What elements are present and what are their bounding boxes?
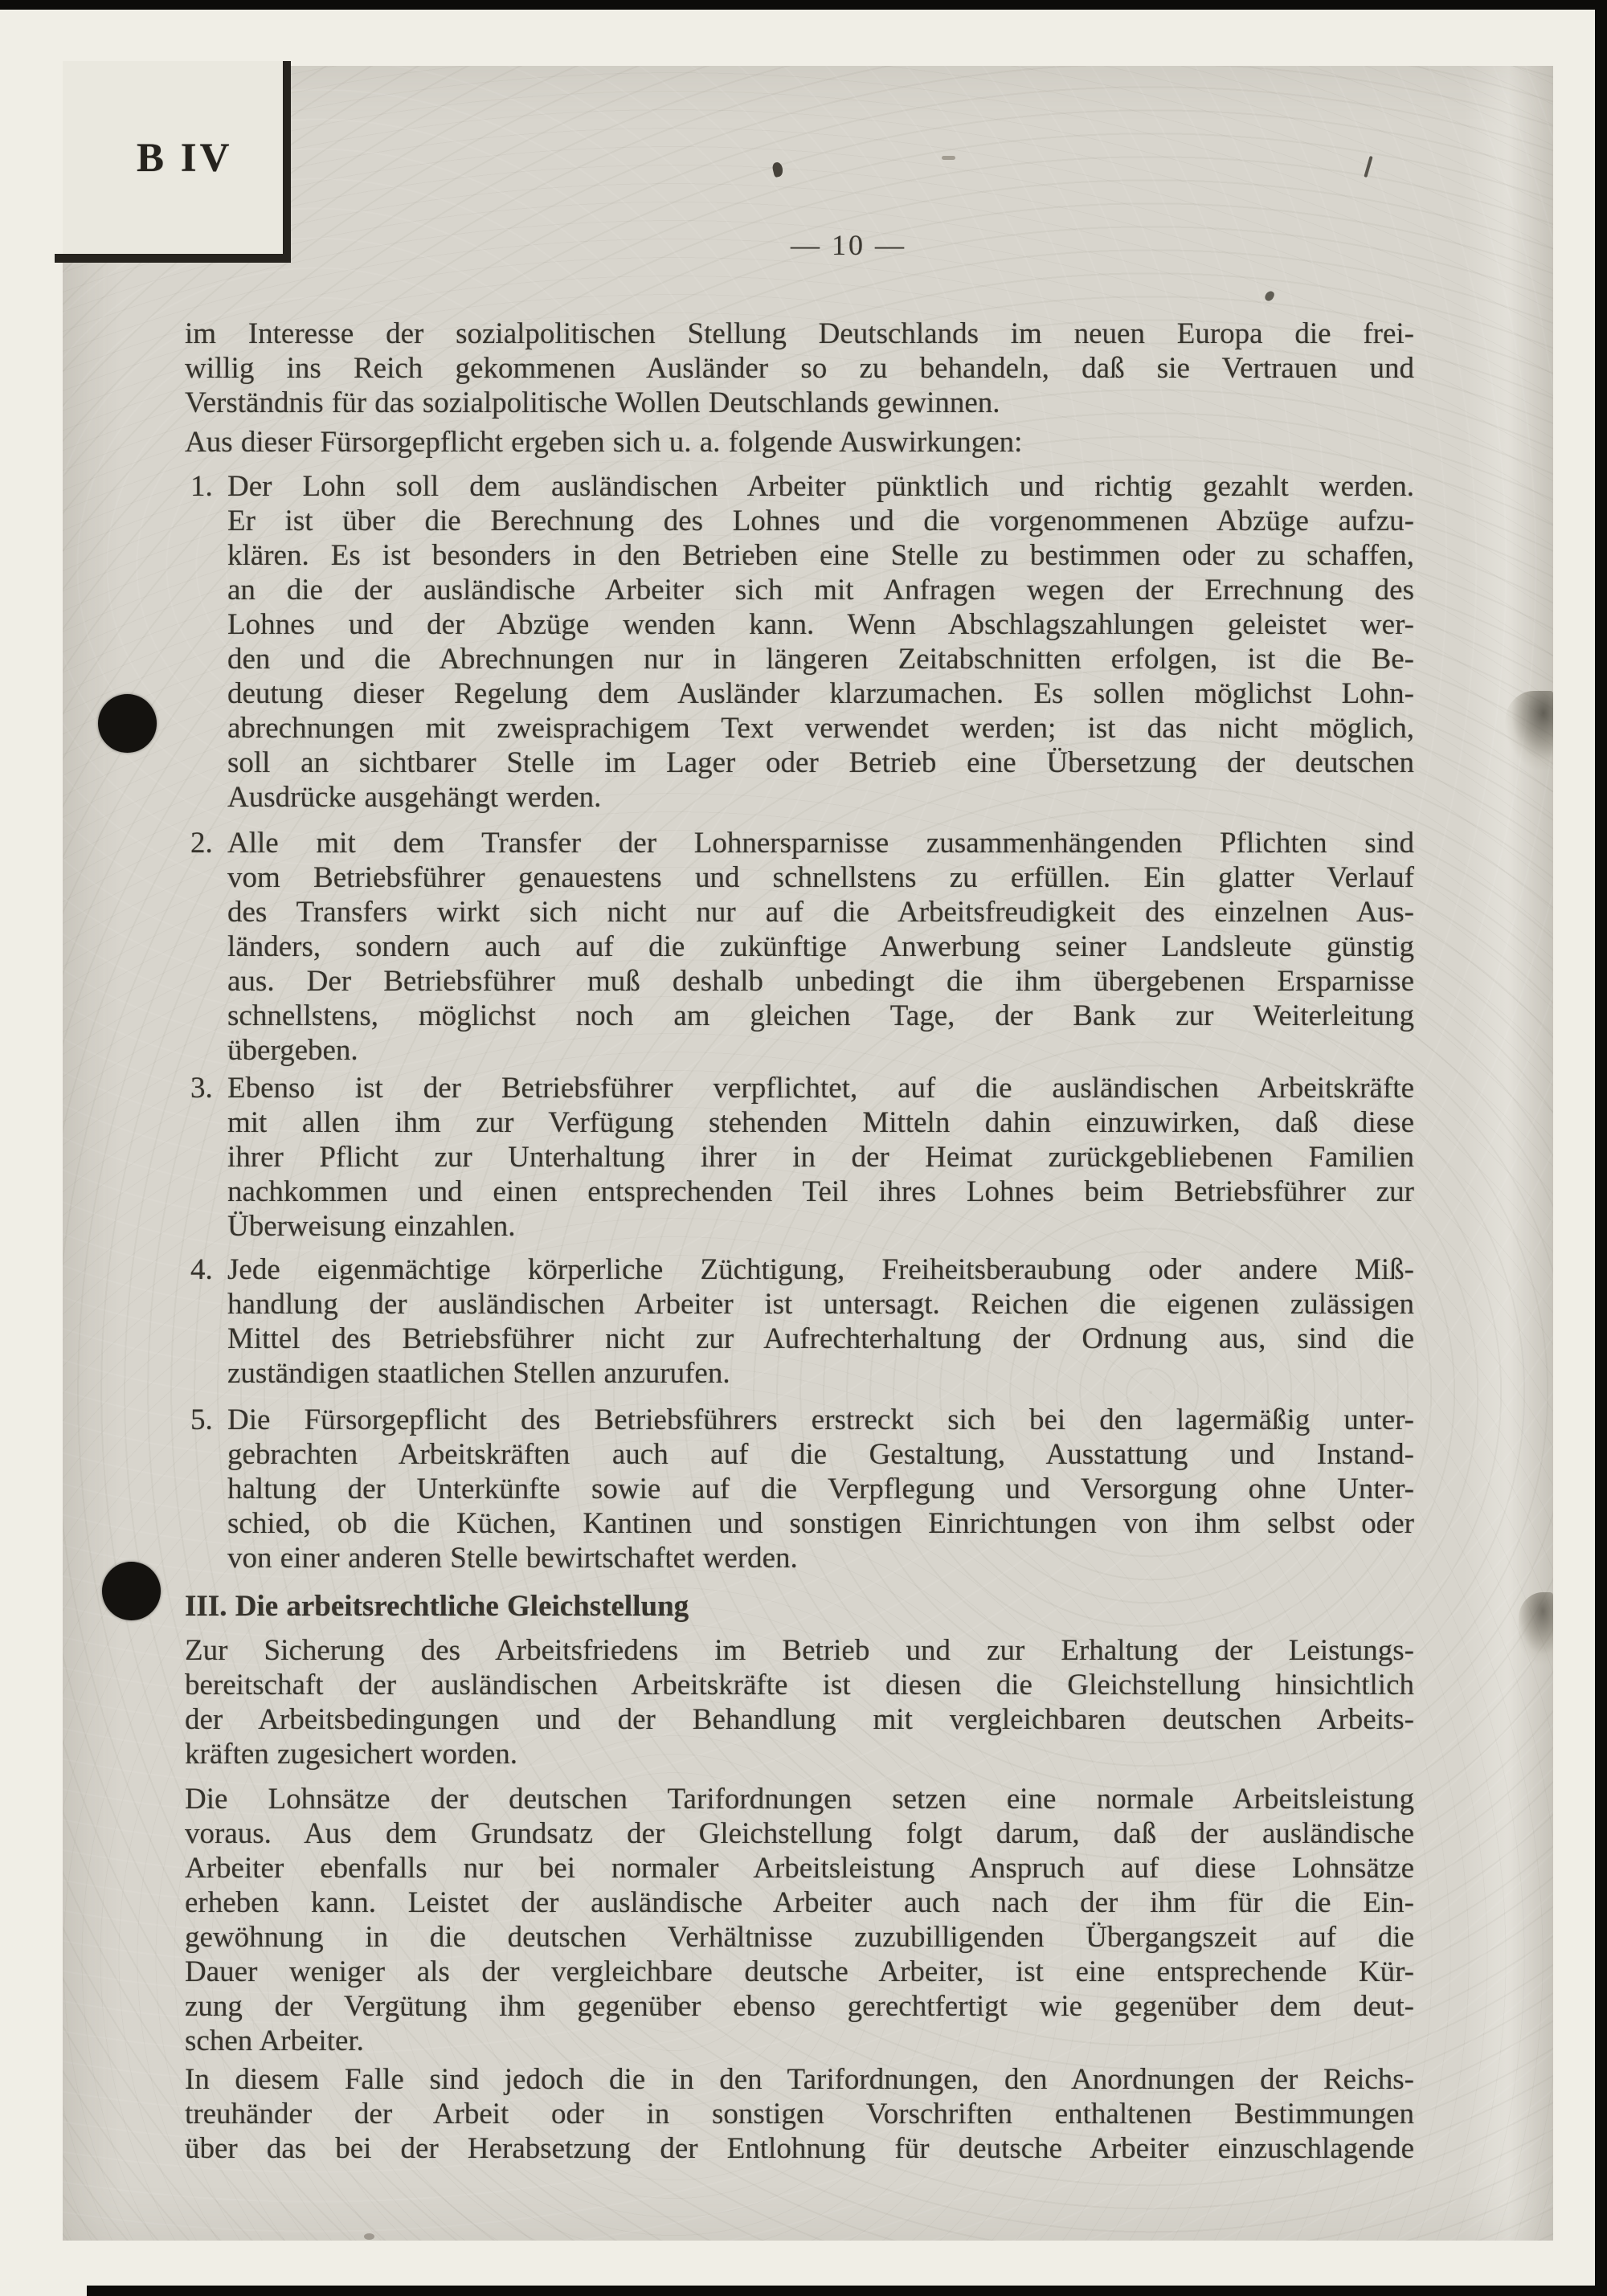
ink-speck	[942, 156, 955, 160]
text-line: Alle mit dem Transfer der Lohnersparnisse zusammenhängenden Pflichten sind	[227, 827, 1414, 860]
text-line: soll an sichtbarer Stelle im Lager oder Betrieb eine Übersetzung der deutschen	[227, 746, 1414, 779]
text-line: abrechnungen mit zweisprachigem Text verwendet werden; ist das nicht möglich,	[227, 712, 1414, 745]
text-line: zung der Vergütung ihm gegenüber ebenso gerechtfertigt wie gegenüber dem deut-	[185, 1990, 1414, 2023]
text-line: voraus. Aus dem Grundsatz der Gleichstellung folgt darum, daß der ausländische	[185, 1817, 1414, 1850]
text-line: im Interesse der sozialpolitischen Stellung Deutschlands im neuen Europa die frei-	[185, 317, 1414, 350]
list-item-number: 3.	[190, 1072, 213, 1105]
text-line: Zur Sicherung des Arbeitsfriedens im Betrieb und zur Erhaltung der Leistungs-	[185, 1634, 1414, 1667]
classification-box-border-bottom	[55, 254, 291, 263]
text-line: Überweisung einzahlen.	[227, 1210, 516, 1243]
text-line: gebrachten Arbeitskräften auch auf die Gestaltung, Ausstattung und Instand-	[227, 1438, 1414, 1471]
ink-speck	[1264, 289, 1276, 302]
ink-speck	[771, 161, 784, 178]
text-line: kräften zugesichert worden.	[185, 1738, 517, 1771]
text-line: erheben kann. Leistet der ausländische Arbeiter auch nach der ihm für die Ein-	[185, 1886, 1414, 1919]
classification-box-border-right	[283, 61, 291, 262]
section-heading: III. Die arbeitsrechtliche Gleichstellung	[185, 1590, 689, 1623]
text-line: Er ist über die Berechnung des Lohnes und die vorgenommenen Abzüge aufzu-	[227, 505, 1414, 537]
text-line: Jede eigenmächtige körperliche Züchtigung, Freiheitsberaubung oder andere Miß-	[227, 1253, 1414, 1286]
text-line: über das bei der Herabsetzung der Entlohnung für deutsche Arbeiter einzuschlagende	[185, 2132, 1414, 2165]
text-line: Die Lohnsätze der deutschen Tarifordnungen setzen eine normale Arbeitsleistung	[185, 1783, 1414, 1816]
text-line: Der Lohn soll dem ausländischen Arbeiter pünktlich und richtig gezahlt werden.	[227, 470, 1414, 503]
list-item-number: 2.	[190, 827, 213, 860]
text-line: schied, ob die Küchen, Kantinen und sonstigen Einrichtungen von ihm selbst oder	[227, 1507, 1414, 1540]
text-line: schen Arbeiter.	[185, 2024, 364, 2057]
text-line: von einer anderen Stelle bewirtschaftet werden.	[227, 1542, 798, 1575]
punch-hole-top	[98, 694, 157, 753]
text-line: deutung dieser Regelung dem Ausländer klarzumachen. Es sollen möglichst Lohn-	[227, 677, 1414, 710]
list-item	[185, 469, 1414, 815]
text-line: Lohnes und der Abzüge wenden kann. Wenn Abschlagszahlungen geleistet wer-	[227, 608, 1414, 641]
text-line: bereitschaft der ausländischen Arbeitskräfte ist diesen die Gleichstellung hinsichtlich	[185, 1669, 1414, 1702]
list-item	[185, 1071, 1414, 1244]
list-item-text	[227, 469, 1414, 815]
paragraph	[185, 1782, 1414, 2058]
text-line: des Transfers wirkt sich nicht nur auf die Arbeitsfreudigkeit des einzelnen Aus-	[227, 896, 1414, 929]
text-line: handlung der ausländischen Arbeiter ist untersagt. Reichen die eigenen zulässigen	[227, 1288, 1414, 1321]
scanner-edge-bottom	[87, 2286, 1607, 2296]
list-item-text	[227, 826, 1414, 1068]
text-line: ihrer Pflicht zur Unterhaltung ihrer in der Heimat zurückgebliebenen Familien	[227, 1141, 1414, 1174]
list-item-text	[227, 1403, 1414, 1575]
paper-damage-shadow-bottom	[1519, 1592, 1553, 1668]
paper-damage-shadow-top	[1505, 691, 1553, 770]
scanner-edge-right	[1595, 5, 1607, 2296]
list-item-number: 4.	[190, 1253, 213, 1286]
text-line: klären. Es ist besonders in den Betrieben eine Stelle zu bestimmen oder zu schaffen,	[227, 539, 1414, 572]
text-line: Arbeiter ebenfalls nur bei normaler Arbeitsleistung Anspruch auf diese Lohnsätze	[185, 1852, 1414, 1885]
text-line: Aus dieser Fürsorgepflicht ergeben sich u. a. folgende Auswirkungen:	[185, 426, 1023, 459]
text-line: Mittel des Betriebsführer nicht zur Aufrechterhaltung der Ordnung aus, sind die	[227, 1322, 1414, 1355]
text-line: zuständigen staatlichen Stellen anzurufen.	[227, 1357, 730, 1390]
text-line: Ebenso ist der Betriebsführer verpflichtet, auf die ausländischen Arbeitskräfte	[227, 1072, 1414, 1105]
text-line: aus. Der Betriebsführer muß deshalb unbedingt die ihm übergebenen Ersparnisse	[227, 965, 1414, 998]
punch-hole-bottom	[102, 1562, 161, 1620]
text-line: Die Fürsorgepflicht des Betriebsführers erstreckt sich bei den lagermäßig unter-	[227, 1403, 1414, 1436]
list-item-text	[227, 1252, 1414, 1391]
ink-speck	[364, 2233, 374, 2240]
text-line: Dauer weniger als der vergleichbare deutsche Arbeiter, ist eine entsprechende Kür-	[185, 1955, 1414, 1988]
list-item	[185, 826, 1414, 1068]
document-page	[63, 66, 1553, 2241]
list-item	[185, 1403, 1414, 1575]
scanner-edge-top	[0, 0, 1607, 10]
paragraph	[185, 2062, 1414, 2166]
paragraph	[185, 1633, 1414, 1771]
text-line: der Arbeitsbedingungen und der Behandlung mit vergleichbaren deutschen Arbeits-	[185, 1703, 1414, 1736]
page-body-text	[185, 317, 1414, 2166]
text-line: mit allen ihm zur Verfügung stehenden Mitteln dahin einzuwirken, daß diese	[227, 1106, 1414, 1139]
text-line: willig ins Reich gekommenen Ausländer so zu behandeln, daß sie Vertrauen und	[185, 352, 1414, 385]
text-line: haltung der Unterkünfte sowie auf die Verpflegung und Versorgung ohne Unter-	[227, 1473, 1414, 1505]
text-line: Ausdrücke ausgehängt werden.	[227, 781, 602, 814]
text-line: übergeben.	[227, 1034, 358, 1067]
list-item-text	[227, 1071, 1414, 1244]
text-line: länders, sondern auch auf die zukünftige Anwerbung seiner Landsleute günstig	[227, 930, 1414, 963]
text-line: gewöhnung in die deutschen Verhältnisse zuzubilligenden Übergangszeit auf die	[185, 1921, 1414, 1954]
text-line: schnellstens, möglichst noch am gleichen Tage, der Bank zur Weiterleitung	[227, 999, 1414, 1032]
text-line: In diesem Falle sind jedoch die in den Tarifordnungen, den Anordnungen der Reichs-	[185, 2063, 1414, 2096]
list-item	[185, 1252, 1414, 1391]
text-line: den und die Abrechnungen nur in längeren Zeitabschnitten erfolgen, ist die Be-	[227, 643, 1414, 676]
list-item-number: 1.	[190, 470, 213, 503]
paragraph	[185, 317, 1414, 420]
text-line: treuhänder der Arbeit oder in sonstigen Vorschriften enthaltenen Bestimmungen	[185, 2098, 1414, 2131]
page-number: — 10 —	[791, 229, 906, 261]
list-item-number: 5.	[190, 1403, 213, 1436]
paragraph	[185, 425, 1414, 460]
classification-label: B IV	[137, 136, 233, 181]
ink-speck	[1364, 156, 1372, 178]
text-line: an die der ausländische Arbeiter sich mit Anfragen wegen der Errechnung des	[227, 574, 1414, 607]
text-line: nachkommen und einen entsprechenden Teil ihres Lohnes beim Betriebsführer zur	[227, 1175, 1414, 1208]
text-line: vom Betriebsführer genauestens und schnellstens zu erfüllen. Ein glatter Verlauf	[227, 861, 1414, 894]
text-line: Verständnis für das sozialpolitische Wollen Deutschlands gewinnen.	[185, 386, 1000, 419]
